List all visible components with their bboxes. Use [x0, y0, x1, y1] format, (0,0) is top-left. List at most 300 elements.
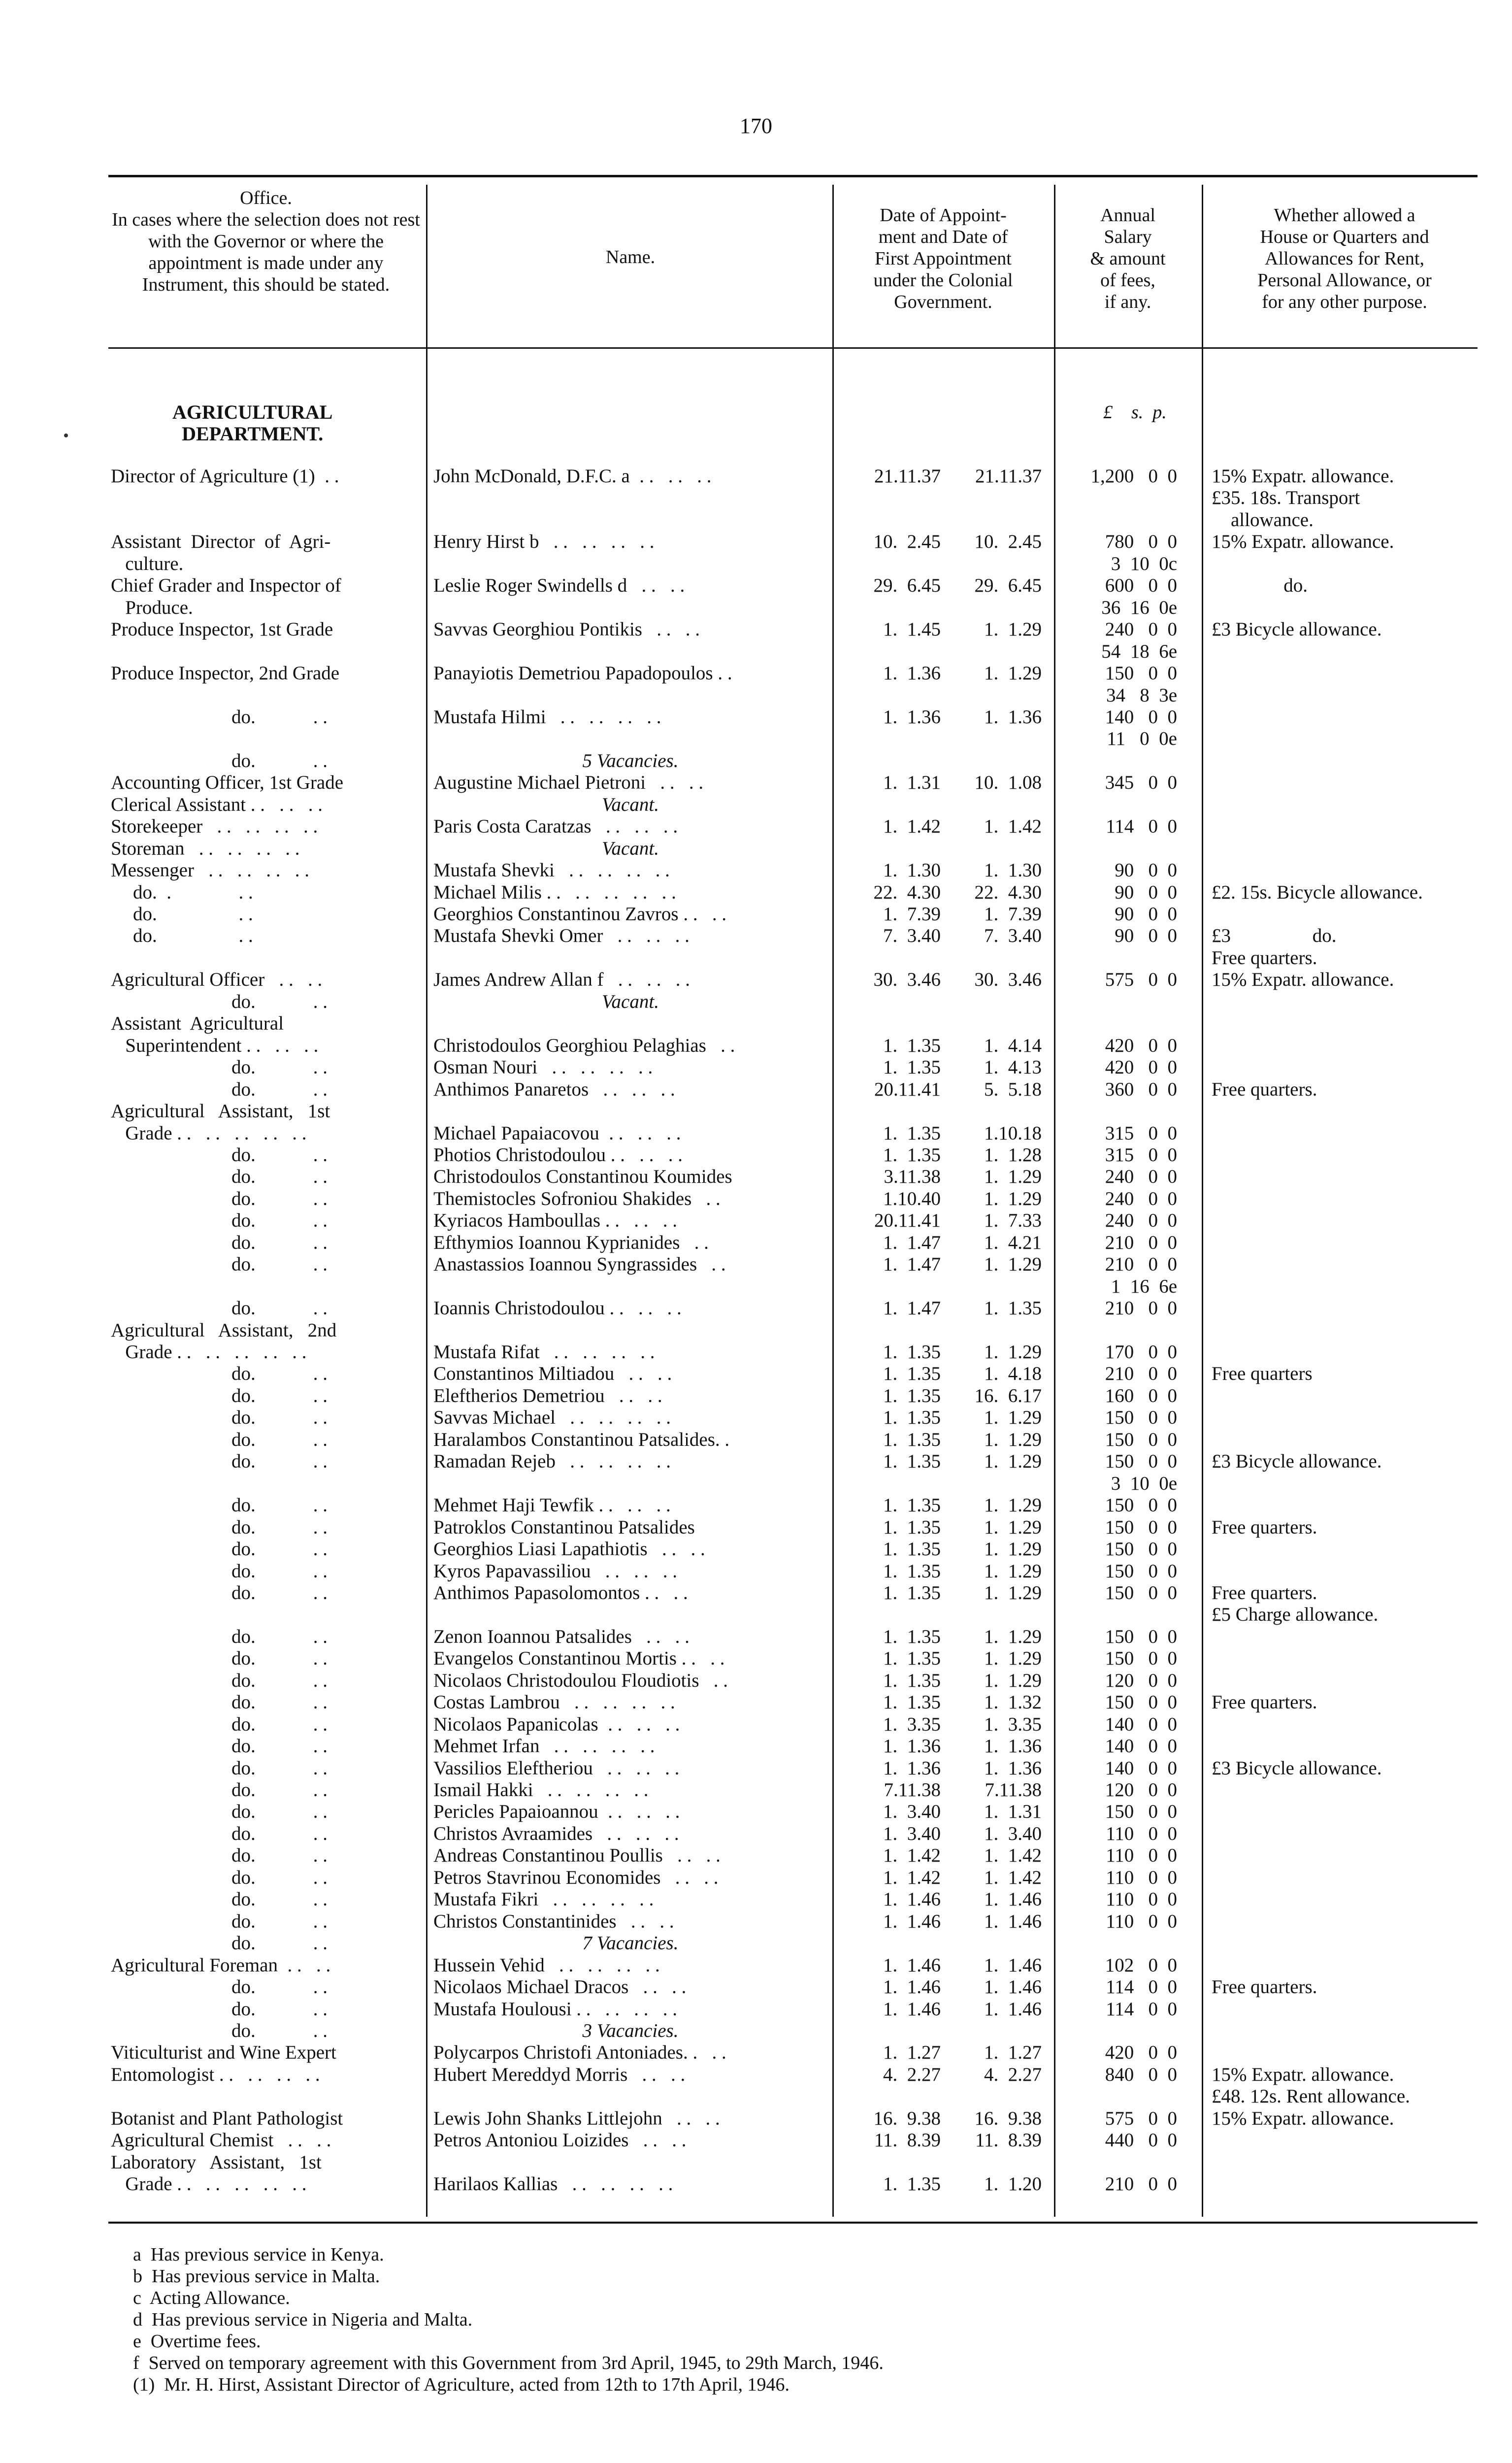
name-cell: Hussein Vehid . . . . . . . . — [433, 1954, 660, 1976]
header-bottom-rule — [108, 347, 1478, 349]
first-appointment-date-cell: 1. 1.46 — [984, 1910, 1042, 1932]
header-date: Date of Appoint- ment and Date of First Appointment under the Colonial Government. — [873, 205, 1013, 312]
appointment-date-cell: 11. 8.39 — [874, 2130, 941, 2151]
salary-cell: 150 0 0 — [1105, 1648, 1177, 1669]
office-cell: do. . . — [231, 1669, 328, 1691]
first-appointment-date-cell: 1. 1.29 — [984, 1429, 1042, 1450]
salary-cell: 210 0 0 — [1105, 1254, 1177, 1275]
name-cell: Zenon Ioannou Patsalides . . . . — [433, 1626, 690, 1647]
table-row — [0, 2130, 1512, 2151]
salary-cell: 140 0 0 — [1105, 1757, 1177, 1779]
appointment-date-cell: 1. 1.35 — [883, 1385, 941, 1406]
office-cell: Produce Inspector, 2nd Grade — [111, 663, 340, 684]
table-row — [0, 1626, 1512, 1648]
appointment-date-cell: 1. 1.35 — [883, 1495, 941, 1516]
allowance-cell: Free quarters — [1212, 1363, 1313, 1385]
table-row — [0, 1932, 1512, 1954]
name-cell: Photios Christodoulou . . . . . . — [433, 1144, 683, 1165]
appointment-date-cell: 1. 1.46 — [883, 1910, 941, 1932]
table-row — [0, 1976, 1512, 1998]
name-cell: Kyriacos Hamboullas . . . . . . — [433, 1210, 678, 1232]
table-row — [0, 991, 1512, 1013]
salary-cell: 170 0 0 — [1105, 1341, 1177, 1363]
page-number: 170 — [740, 114, 772, 138]
name-cell: Christos Constantinides . . . . — [433, 1910, 674, 1932]
salary-cell: 150 0 0 — [1105, 1538, 1177, 1560]
table-row — [0, 728, 1512, 750]
table-row — [0, 1057, 1512, 1078]
table-row — [0, 750, 1512, 772]
first-appointment-date-cell: 1. 3.40 — [984, 1823, 1042, 1844]
first-appointment-date-cell: 1. 1.35 — [984, 1298, 1042, 1319]
first-appointment-date-cell: 1. 1.27 — [984, 2042, 1042, 2064]
table-row — [0, 641, 1512, 663]
salary-cell: 120 0 0 — [1105, 1779, 1177, 1800]
appointment-date-cell: 1. 1.35 — [883, 1341, 941, 1363]
allowance-cell: £3 Bicycle allowance. — [1212, 1451, 1382, 1472]
salary-cell: 102 0 0 — [1105, 1954, 1177, 1976]
office-cell: Clerical Assistant . . . . . . — [111, 794, 323, 815]
salary-cell: 240 0 0 — [1105, 1166, 1177, 1188]
appointment-date-cell: 1. 1.35 — [883, 1516, 941, 1538]
table-row — [0, 1123, 1512, 1144]
first-appointment-date-cell: 1. 1.29 — [984, 1516, 1042, 1538]
first-appointment-date-cell: 1. 1.29 — [984, 1254, 1042, 1275]
office-cell: do. . . — [231, 1560, 328, 1582]
table-row — [0, 1692, 1512, 1713]
appointment-date-cell: 1.10.40 — [883, 1188, 941, 1209]
table-row — [0, 1407, 1512, 1429]
table-row — [0, 772, 1512, 794]
office-cell: Assistant Director of Agri- — [111, 531, 331, 553]
table-row — [0, 1517, 1512, 1538]
office-cell: Agricultural Foreman . . . . — [111, 1954, 331, 1976]
name-cell: Lewis John Shanks Littlejohn . . . . — [433, 2107, 720, 2129]
name-cell: Leslie Roger Swindells d . . . . — [433, 575, 685, 597]
name-cell: Evangelos Constantinou Mortis . . . . — [433, 1648, 725, 1669]
section-title: AGRICULTURAL DEPARTMENT. — [172, 401, 333, 445]
salary-cell: 210 0 0 — [1105, 1363, 1177, 1385]
salary-cell: 3 10 0c — [1111, 553, 1177, 574]
table-row — [0, 575, 1512, 597]
first-appointment-date-cell: 1. 7.39 — [984, 903, 1042, 925]
name-cell: Nicolaos Michael Dracos . . . . — [433, 1976, 687, 1998]
office-cell: do. . . — [231, 1582, 328, 1603]
first-appointment-date-cell: 1. 7.33 — [984, 1210, 1042, 1232]
footnote: d Has previous service in Nigeria and Malta. — [133, 2309, 473, 2330]
office-cell: do. . . — [231, 1845, 328, 1866]
appointment-date-cell: 1. 1.46 — [883, 1998, 941, 2020]
salary-cell: 345 0 0 — [1105, 772, 1177, 794]
salary-cell: 210 0 0 — [1105, 2173, 1177, 2195]
appointment-date-cell: 7. 3.40 — [883, 925, 941, 947]
name-cell: James Andrew Allan f . . . . . . — [433, 969, 690, 991]
salary-cell: 150 0 0 — [1105, 1495, 1177, 1516]
appointment-date-cell: 1. 1.46 — [883, 1976, 941, 1998]
appointment-date-cell: 1. 1.42 — [883, 816, 941, 837]
table-row — [0, 1385, 1512, 1407]
office-cell: do. . . — [231, 1779, 328, 1800]
appointment-date-cell: 1. 1.35 — [883, 2173, 941, 2195]
office-cell: Assistant Agricultural — [111, 1013, 284, 1034]
salary-cell: 36 16 0e — [1101, 597, 1177, 618]
office-cell: Chief Grader and Inspector of — [111, 575, 341, 597]
salary-cell: 140 0 0 — [1105, 706, 1177, 728]
office-cell: do. . . . — [133, 881, 253, 903]
table-row — [0, 1166, 1512, 1188]
table-row — [0, 1998, 1512, 2020]
office-cell: do. . . — [231, 750, 328, 771]
salary-cell: 150 0 0 — [1105, 1407, 1177, 1429]
office-cell: Agricultural Officer . . . . — [111, 969, 323, 991]
appointment-date-cell: 1. 1.36 — [883, 706, 941, 728]
office-cell: do. . . — [231, 1889, 328, 1910]
name-cell: Augustine Michael Pietroni . . . . — [433, 772, 704, 794]
table-row — [0, 553, 1512, 575]
first-appointment-date-cell: 1. 1.46 — [984, 1954, 1042, 1976]
office-cell: do. . . — [231, 1626, 328, 1647]
salary-cell: 114 0 0 — [1106, 1998, 1177, 2020]
name-cell: John McDonald, D.F.C. a . . . . . . — [433, 466, 712, 487]
table-row — [0, 685, 1512, 706]
table-row — [0, 1298, 1512, 1319]
office-cell: Botanist and Plant Pathologist — [111, 2107, 343, 2129]
salary-cell: 150 0 0 — [1105, 1516, 1177, 1538]
name-cell: Ramadan Rejeb . . . . . . . . — [433, 1451, 671, 1472]
table-row — [0, 969, 1512, 991]
salary-cell: 150 0 0 — [1105, 1801, 1177, 1823]
table-row — [0, 882, 1512, 903]
salary-cell: 90 0 0 — [1115, 925, 1177, 947]
allowance-cell: allowance. — [1212, 509, 1314, 531]
table-row — [0, 1670, 1512, 1692]
table-row — [0, 1144, 1512, 1166]
office-cell: do. . . — [231, 1210, 328, 1232]
allowance-cell: £48. 12s. Rent allowance. — [1212, 2086, 1410, 2107]
name-cell: Vacant. — [602, 837, 659, 859]
name-cell: Efthymios Ioannou Kyprianides . . — [433, 1232, 709, 1253]
first-appointment-date-cell: 1. 4.13 — [984, 1057, 1042, 1078]
name-cell: Anastassios Ioannou Syngrassides . . — [433, 1254, 726, 1275]
first-appointment-date-cell: 7. 3.40 — [984, 925, 1042, 947]
table-row — [0, 706, 1512, 728]
first-appointment-date-cell: 22. 4.30 — [974, 881, 1042, 903]
appointment-date-cell: 1. 1.27 — [883, 2042, 941, 2064]
first-appointment-date-cell: 10. 2.45 — [974, 531, 1042, 553]
office-cell: do. . . — [231, 706, 328, 728]
table-row — [0, 2064, 1512, 2086]
name-cell: Savvas Michael . . . . . . . . — [433, 1407, 671, 1429]
first-appointment-date-cell: 1. 1.29 — [984, 1582, 1042, 1603]
office-cell: do. . . — [231, 1188, 328, 1209]
first-appointment-date-cell: 1. 1.29 — [984, 1451, 1042, 1472]
first-appointment-date-cell: 1. 1.29 — [984, 1407, 1042, 1429]
name-cell: Haralambos Constantinou Patsalides. . — [433, 1429, 730, 1450]
appointment-date-cell: 1. 1.42 — [883, 1866, 941, 1888]
appointment-date-cell: 1. 1.35 — [883, 1538, 941, 1560]
table-row — [0, 903, 1512, 925]
appointment-date-cell: 1. 1.35 — [883, 1407, 941, 1429]
appointment-date-cell: 1. 1.46 — [883, 1889, 941, 1910]
salary-cell: 114 0 0 — [1106, 816, 1177, 837]
table-row — [0, 1473, 1512, 1495]
appointment-date-cell: 1. 1.36 — [883, 1735, 941, 1757]
name-cell: Henry Hirst b . . . . . . . . — [433, 531, 655, 553]
allowance-cell: 15% Expatr. allowance. — [1212, 2064, 1394, 2085]
first-appointment-date-cell: 1.10.18 — [984, 1122, 1042, 1144]
name-cell: Hubert Mereddyd Morris . . . . — [433, 2064, 686, 2085]
table-row — [0, 1779, 1512, 1801]
header-allowances: Whether allowed a House or Quarters and Allowances for Rent, Personal Allowance, or for any other purpose. — [1257, 205, 1432, 312]
first-appointment-date-cell: 1. 1.29 — [984, 1188, 1042, 1209]
allowance-cell: £3 Bicycle allowance. — [1212, 1757, 1382, 1779]
allowance-cell: Free quarters. — [1212, 947, 1317, 968]
footnote: e Overtime fees. — [133, 2331, 261, 2352]
first-appointment-date-cell: 1. 1.42 — [984, 816, 1042, 837]
footnote: a Has previous service in Kenya. — [133, 2244, 384, 2265]
table-row — [0, 1013, 1512, 1034]
allowance-cell: £2. 15s. Bicycle allowance. — [1212, 881, 1423, 903]
office-cell: Viticulturist and Wine Expert — [111, 2042, 336, 2064]
office-cell: Grade . . . . . . . . . . — [111, 1341, 307, 1363]
table-row — [0, 1955, 1512, 1976]
table-row — [0, 1648, 1512, 1669]
office-cell: do. . . — [231, 1823, 328, 1844]
name-cell: Christodoulos Constantinou Koumides — [433, 1166, 732, 1188]
table-row — [0, 1845, 1512, 1866]
office-cell: do. . . — [231, 1648, 328, 1669]
appointment-date-cell: 21.11.37 — [874, 466, 941, 487]
table-row — [0, 2173, 1512, 2195]
first-appointment-date-cell: 1. 1.32 — [984, 1692, 1042, 1713]
salary-cell: 600 0 0 — [1105, 575, 1177, 597]
office-cell: do. . . — [231, 2020, 328, 2041]
first-appointment-date-cell: 30. 3.46 — [974, 969, 1042, 991]
salary-cell: 120 0 0 — [1105, 1669, 1177, 1691]
appointment-date-cell: 20.11.41 — [874, 1210, 941, 1232]
office-cell: Messenger . . . . . . . . — [111, 860, 309, 881]
office-cell: do. . . — [231, 1757, 328, 1779]
salary-cell: 34 8 3e — [1106, 684, 1177, 706]
name-cell: Nicolaos Christodoulou Floudiotis . . — [433, 1669, 728, 1691]
salary-cell: 575 0 0 — [1105, 2107, 1177, 2129]
allowance-cell: 15% Expatr. allowance. — [1212, 969, 1394, 991]
salary-cell: 110 0 0 — [1106, 1866, 1177, 1888]
first-appointment-date-cell: 1. 1.36 — [984, 1735, 1042, 1757]
office-cell: Grade . . . . . . . . . . — [111, 1122, 307, 1144]
salary-cell: 150 0 0 — [1105, 1560, 1177, 1582]
appointment-date-cell: 1. 3.35 — [883, 1713, 941, 1735]
appointment-date-cell: 1. 1.31 — [883, 772, 941, 794]
office-cell: do. . . — [231, 1516, 328, 1538]
name-cell: Vassilios Eleftheriou . . . . . . — [433, 1757, 680, 1779]
office-cell: do. . . — [231, 1363, 328, 1385]
appointment-date-cell: 1. 1.45 — [883, 619, 941, 640]
appointment-date-cell: 1. 1.36 — [883, 663, 941, 684]
salary-cell: 150 0 0 — [1105, 663, 1177, 684]
salary-cell: 150 0 0 — [1105, 1582, 1177, 1603]
salary-cell: 90 0 0 — [1115, 903, 1177, 925]
table-row — [0, 531, 1512, 553]
office-cell: Produce Inspector, 1st Grade — [111, 619, 333, 640]
appointment-date-cell: 1. 1.35 — [883, 1560, 941, 1582]
salary-cell: 3 10 0e — [1111, 1472, 1177, 1494]
table-row — [0, 860, 1512, 881]
first-appointment-date-cell: 1. 4.14 — [984, 1034, 1042, 1056]
salary-cell: 780 0 0 — [1105, 531, 1177, 553]
table-row — [0, 1538, 1512, 1560]
office-cell: do. . . — [231, 1429, 328, 1450]
table-row — [0, 1758, 1512, 1779]
name-cell: Mustafa Houlousi . . . . . . . . — [433, 1998, 678, 2020]
office-cell: do. . . — [231, 1407, 328, 1429]
appointment-date-cell: 1. 1.47 — [883, 1298, 941, 1319]
appointment-date-cell: 1. 1.35 — [883, 1144, 941, 1165]
footnote: f Served on temporary agreement with this Government from 3rd April, 1945, to 29th March, 1946. — [133, 2353, 884, 2373]
first-appointment-date-cell: 1. 1.31 — [984, 1801, 1042, 1823]
table-row — [0, 1079, 1512, 1100]
salary-cell: 110 0 0 — [1106, 1889, 1177, 1910]
table-row — [0, 1232, 1512, 1254]
first-appointment-date-cell: 1. 3.35 — [984, 1713, 1042, 1735]
appointment-date-cell: 1. 3.40 — [883, 1823, 941, 1844]
office-cell: do. . . — [133, 903, 253, 925]
table-row — [0, 1735, 1512, 1757]
salary-cell: 315 0 0 — [1105, 1144, 1177, 1165]
footnote: b Has previous service in Malta. — [133, 2266, 380, 2287]
appointment-date-cell: 1. 7.39 — [883, 903, 941, 925]
salary-cell: 150 0 0 — [1105, 1626, 1177, 1647]
appointment-date-cell: 29. 6.45 — [873, 575, 941, 597]
office-cell: Laboratory Assistant, 1st — [111, 2151, 322, 2173]
office-cell: Storeman . . . . . . . . — [111, 837, 300, 859]
name-cell: Christodoulos Georghiou Pelaghias . . — [433, 1034, 735, 1056]
first-appointment-date-cell: 1. 1.29 — [984, 1626, 1042, 1647]
name-cell: Michael Milis . . . . . . . . . . — [433, 881, 676, 903]
allowance-cell: Free quarters. — [1212, 1516, 1317, 1538]
office-cell: do. . . — [231, 1495, 328, 1516]
name-cell: Costas Lambrou . . . . . . . . — [433, 1692, 675, 1713]
table-row — [0, 1801, 1512, 1823]
salary-cell: 1,200 0 0 — [1090, 466, 1177, 487]
first-appointment-date-cell: 1. 1.29 — [984, 1538, 1042, 1560]
name-cell: Themistocles Sofroniou Shakides . . — [433, 1188, 721, 1209]
office-cell: do. . . — [231, 1998, 328, 2020]
allowance-cell: £3 Bicycle allowance. — [1212, 619, 1382, 640]
appointment-date-cell: 22. 4.30 — [873, 881, 941, 903]
name-cell: Vacant. — [602, 991, 659, 1012]
appointment-date-cell: 7.11.38 — [884, 1779, 941, 1800]
office-cell: do. . . — [231, 1232, 328, 1253]
first-appointment-date-cell: 4. 2.27 — [984, 2064, 1042, 2085]
first-appointment-date-cell: 21.11.37 — [975, 466, 1042, 487]
name-cell: 7 Vacancies. — [582, 1932, 679, 1954]
office-cell: Director of Agriculture (1) . . — [111, 466, 339, 487]
salary-cell: 140 0 0 — [1105, 1735, 1177, 1757]
appointment-date-cell: 10. 2.45 — [873, 531, 941, 553]
salary-cell: 575 0 0 — [1105, 969, 1177, 991]
office-cell: do. . . — [231, 1298, 328, 1319]
office-cell: do. . . — [231, 1166, 328, 1188]
appointment-date-cell: 20.11.41 — [874, 1078, 941, 1100]
name-cell: Georghios Constantinou Zavros . . . . — [433, 903, 727, 925]
appointment-date-cell: 1. 1.35 — [883, 1363, 941, 1385]
name-cell: Patroklos Constantinou Patsalides — [433, 1516, 695, 1538]
salary-cell: 1 16 6e — [1111, 1275, 1177, 1297]
table-row — [0, 1341, 1512, 1363]
table-row — [0, 487, 1512, 509]
first-appointment-date-cell: 29. 6.45 — [974, 575, 1042, 597]
salary-cell: 420 0 0 — [1105, 1057, 1177, 1078]
table-row — [0, 947, 1512, 969]
salary-cell: 240 0 0 — [1105, 1210, 1177, 1232]
appointment-date-cell: 1. 1.46 — [883, 1954, 941, 1976]
table-row — [0, 1911, 1512, 1932]
first-appointment-date-cell: 10. 1.08 — [974, 772, 1042, 794]
appointment-date-cell: 16. 9.38 — [873, 2107, 941, 2129]
first-appointment-date-cell: 1. 1.28 — [984, 1144, 1042, 1165]
salary-cell: 90 0 0 — [1115, 860, 1177, 881]
allowance-cell: 15% Expatr. allowance. — [1212, 531, 1394, 553]
appointment-date-cell: 1. 1.47 — [883, 1232, 941, 1253]
table-row — [0, 1100, 1512, 1122]
first-appointment-date-cell: 1. 1.46 — [984, 1976, 1042, 1998]
salary-cell: 160 0 0 — [1105, 1385, 1177, 1406]
office-cell: Accounting Officer, 1st Grade — [111, 772, 344, 794]
first-appointment-date-cell: 1. 1.36 — [984, 706, 1042, 728]
office-cell: do. . . — [231, 1910, 328, 1932]
name-cell: 3 Vacancies. — [582, 2020, 679, 2041]
allowance-cell: £3 do. — [1212, 925, 1337, 947]
table-row — [0, 509, 1512, 531]
table-row — [0, 2086, 1512, 2107]
table-row — [0, 925, 1512, 947]
office-cell: culture. — [111, 553, 184, 574]
appointment-date-cell: 1. 1.35 — [883, 1626, 941, 1647]
salary-cell: 150 0 0 — [1105, 1429, 1177, 1450]
office-cell: Entomologist . . . . . . . . — [111, 2064, 320, 2085]
first-appointment-date-cell: 1. 1.29 — [984, 1560, 1042, 1582]
allowance-cell: Free quarters. — [1212, 1976, 1317, 1998]
name-cell: Christos Avraamides . . . . . . — [433, 1823, 679, 1844]
office-cell: do. . . — [231, 1692, 328, 1713]
salary-cell: 240 0 0 — [1105, 1188, 1177, 1209]
allowance-cell: Free quarters. — [1212, 1582, 1317, 1603]
office-cell: do. . . — [231, 1866, 328, 1888]
table-row — [0, 597, 1512, 619]
name-cell: 5 Vacancies. — [582, 750, 679, 771]
allowance-cell: do. — [1212, 575, 1308, 597]
office-cell: Produce. — [111, 597, 193, 618]
office-cell: do. . . — [231, 1385, 328, 1406]
name-cell: Vacant. — [602, 794, 659, 815]
name-cell: Anthimos Panaretos . . . . . . — [433, 1078, 675, 1100]
office-cell: do. . . — [231, 1057, 328, 1078]
table-row — [0, 1823, 1512, 1845]
table-row — [0, 2042, 1512, 2064]
table-row — [0, 1254, 1512, 1275]
table-row — [0, 2020, 1512, 2042]
office-cell: Agricultural Assistant, 2nd — [111, 1319, 337, 1341]
header-office: Office. In cases where the selection does not rest with the Governor or where the appointment is made under any Instrument, this should be stated. — [112, 188, 420, 295]
name-cell: Mustafa Hilmi . . . . . . . . — [433, 706, 661, 728]
name-cell: Nicolaos Papanicolas . . . . . . — [433, 1713, 680, 1735]
first-appointment-date-cell: 1. 1.29 — [984, 663, 1042, 684]
salary-cell: 11 0 0e — [1107, 728, 1177, 750]
name-cell: Mustafa Rifat . . . . . . . . — [433, 1341, 655, 1363]
first-appointment-date-cell: 1. 1.20 — [984, 2173, 1042, 2195]
office-cell: do. . . — [231, 1976, 328, 1998]
